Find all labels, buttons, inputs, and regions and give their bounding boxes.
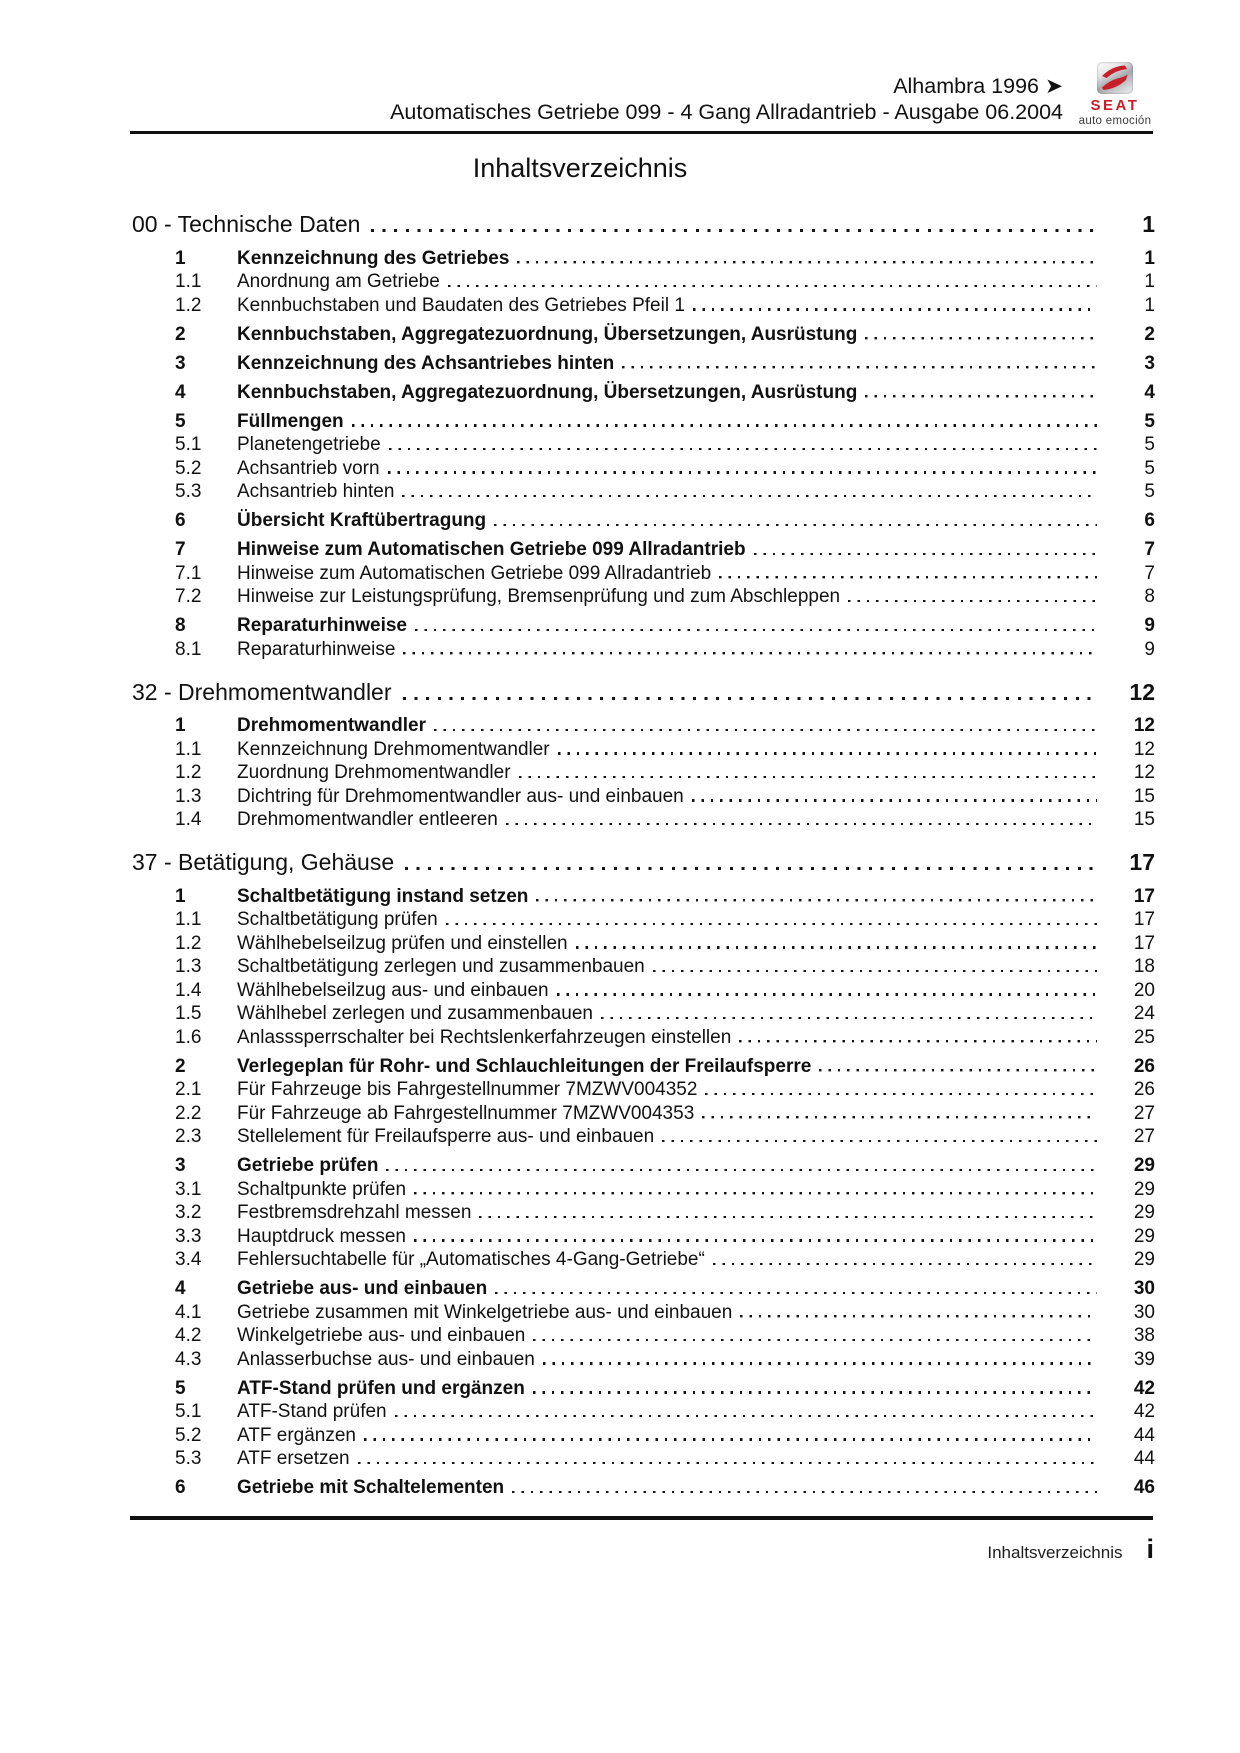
toc-entry-number: 2.1 [175,1079,202,1100]
toc-entry-row[interactable] [130,786,1155,810]
toc-page-number: 29 [1133,1249,1155,1270]
toc-entry-row[interactable] [130,563,1155,587]
toc-page-number: 44 [1133,1424,1155,1446]
leader-dots [702,1116,1097,1118]
toc-chapter-title: 00 - Technische Daten [132,211,361,237]
toc-page-number: 5 [1144,457,1155,479]
toc-entry-row[interactable] [130,295,1155,319]
toc-page-number: 30 [1133,1301,1155,1323]
toc-entry-row[interactable] [130,1302,1155,1326]
toc-entry-row[interactable] [130,1003,1155,1027]
leader-dots [576,946,1097,948]
toc-page-number: 29 [1133,1178,1155,1200]
toc-entry-number: 2.3 [175,1126,202,1147]
toc-entry-row[interactable] [130,1401,1155,1425]
toc-page-number: 38 [1133,1325,1155,1346]
toc-entry-row[interactable] [130,1179,1155,1203]
toc-entry-title: Anlasssperrschalter bei Rechtslenkerfahrzeugen einstellen [237,1026,732,1048]
toc-entry-number: 1.4 [175,979,202,1001]
toc-page-number: 1 [1142,211,1155,237]
leader-dots [693,308,1097,310]
toc-entry-number: 3.2 [175,1202,202,1223]
leader-dots [865,337,1097,339]
toc-entry-title: Schaltbetätigung zerlegen und zusammenbauen [237,956,645,977]
toc-page-number: 5 [1144,434,1155,455]
leader-dots [395,1415,1097,1417]
toc-entry-number: 3 [175,1155,186,1176]
toc-entry-number: 5.3 [175,481,202,502]
toc-page-number: 46 [1133,1477,1155,1498]
toc-page-number: 1 [1144,294,1155,316]
toc-entry-row[interactable] [130,762,1155,786]
toc-page-number: 39 [1133,1348,1155,1370]
leader-dots [364,1438,1097,1440]
toc-entry-row[interactable] [130,739,1155,763]
leader-dots [739,1040,1097,1042]
toc-entry-title: Dichtring für Drehmomentwandler aus- und einbauen [237,785,684,807]
seat-tagline: auto emoción [1078,115,1152,127]
toc-page-number: 42 [1133,1401,1155,1422]
toc-page-number: 12 [1133,715,1155,736]
toc-entry-title: Hauptdruck messen [237,1225,406,1247]
toc-entry-title: Achsantrieb hinten [237,481,395,502]
toc-entry-title: Getriebe prüfen [237,1155,379,1176]
leader-dots [865,395,1097,397]
leader-dots [358,1462,1097,1464]
leader-dots [388,471,1097,473]
toc-entry-number: 4 [175,381,186,403]
toc-entry-title: Festbremsdrehzahl messen [237,1202,472,1223]
header-title-line: Automatisches Getriebe 099 - 4 Gang Allradantrieb - Ausgabe 06.2004 [390,100,1063,124]
toc-page-number: 29 [1133,1225,1155,1247]
toc-entry-title: Zuordnung Drehmomentwandler [237,762,511,783]
toc-entry-number: 4.2 [175,1325,202,1346]
toc-entry-title: Planetengetriebe [237,434,381,455]
toc-entry-row[interactable] [130,933,1155,957]
leader-dots [557,993,1097,995]
toc-entry-number: 7.1 [175,562,202,584]
toc-entry-number: 1.4 [175,809,202,830]
toc-entry-number: 1.2 [175,294,202,316]
toc-entry-row[interactable] [130,1378,1155,1402]
toc-entry-title: Reparaturhinweise [237,615,407,636]
toc-entry-row[interactable] [130,980,1155,1004]
toc-entry-row[interactable] [130,1079,1155,1103]
leader-dots [479,1216,1097,1218]
toc-entry-number: 1.1 [175,738,202,760]
leader-dots [512,1491,1097,1493]
toc-page-number: 7 [1144,562,1155,584]
toc-entry-row[interactable] [130,956,1155,980]
toc-entry-row[interactable] [130,909,1155,933]
toc-entry-row[interactable] [130,324,1155,348]
leader-dots [533,1391,1097,1393]
toc-entry-number: 1.1 [175,271,202,292]
toc-entry-title: Getriebe mit Schaltelementen [237,1477,505,1498]
toc-entry-row[interactable] [130,615,1155,639]
toc-page-number: 7 [1144,539,1155,560]
toc-page-number: 1 [1144,247,1155,269]
toc-entry-number: 7 [175,539,186,560]
header-divider [130,131,1153,134]
toc-entry-number: 4.3 [175,1348,202,1370]
toc-entry-row[interactable] [130,715,1155,739]
leader-dots [446,923,1097,925]
toc-entry-number: 1.6 [175,1026,202,1048]
toc-entry-number: 5 [175,1377,186,1399]
toc-entry-row[interactable] [130,481,1155,505]
leader-dots [414,1192,1097,1194]
toc-entry-row[interactable] [130,271,1155,295]
toc-page-number: 5 [1144,481,1155,502]
leader-dots [371,229,1097,232]
toc-entry-row[interactable] [130,1278,1155,1302]
toc-page-number: 3 [1144,352,1155,374]
toc-entry-title: Getriebe aus- und einbauen [237,1278,488,1299]
seat-logo-icon [1097,62,1133,94]
toc-entry-number: 2 [175,323,186,345]
toc-entry-title: Kennbuchstaben und Baudaten des Getriebes Pfeil 1 [237,294,685,316]
toc-entry-row[interactable] [130,510,1155,534]
leader-dots [403,697,1097,700]
toc-entry-row[interactable] [130,1126,1155,1150]
toc-entry-title: Wählhebelseilzug prüfen und einstellen [237,932,568,954]
leader-dots [558,752,1097,754]
document-header [390,73,1063,125]
leader-dots [622,366,1097,368]
toc-page-number: 26 [1133,1055,1155,1077]
leader-dots [403,652,1097,654]
leader-dots [692,799,1097,801]
seat-wordmark: SEAT [1090,97,1140,114]
leader-dots [848,600,1097,602]
leader-dots [506,823,1097,825]
toc-entry-title: ATF ersetzen [237,1448,350,1469]
toc-page-number: 2 [1144,323,1155,345]
toc-page-number: 20 [1133,979,1155,1001]
toc-entry-row[interactable] [130,1056,1155,1080]
leader-dots [519,776,1097,778]
toc-page-number: 44 [1133,1448,1155,1469]
toc-entry-number: 3 [175,352,186,374]
toc-entry-row[interactable] [130,1155,1155,1179]
toc-entry-title: Schaltbetätigung instand setzen [237,885,529,907]
toc-page-number: 26 [1133,1079,1155,1100]
toc-entry-title: Reparaturhinweise [237,638,396,660]
table-of-contents [130,211,1155,1501]
toc-chapter-title: 37 - Betätigung, Gehäuse [132,849,395,875]
toc-chapter-row[interactable] [130,679,1155,710]
toc-entry-row[interactable] [130,1477,1155,1501]
toc-chapter-title: 32 - Drehmomentwandler [132,678,392,705]
toc-entry-number: 1.3 [175,956,202,977]
toc-page-number: 15 [1133,785,1155,807]
leader-dots [415,629,1097,631]
leader-dots [517,261,1097,263]
toc-entry-number: 1.2 [175,762,202,783]
toc-entry-title: Fehlersuchtabelle für „Automatisches 4-Gang-Getriebe“ [237,1249,705,1270]
footer-page-number: i [1146,1534,1154,1564]
footer-section-label: Inhaltsverzeichnis [987,1543,1123,1562]
toc-entry-row[interactable] [130,1027,1155,1051]
toc-entry-row[interactable] [130,411,1155,435]
toc-entry-title: Winkelgetriebe aus- und einbauen [237,1325,526,1346]
toc-entry-row[interactable] [130,639,1155,663]
leader-dots [389,448,1097,450]
toc-page-number: 29 [1133,1202,1155,1223]
toc-page-number: 18 [1133,956,1155,977]
toc-entry-number: 1.2 [175,932,202,954]
toc-chapter-row[interactable] [130,849,1155,880]
toc-entry-title: Anlasserbuchse aus- und einbauen [237,1348,535,1370]
toc-entry-row[interactable] [130,434,1155,458]
toc-page-number: 12 [1133,738,1155,760]
toc-page-number: 30 [1133,1278,1155,1299]
toc-entry-number: 8 [175,615,186,636]
toc-entry-number: 1 [175,247,186,269]
toc-entry-row[interactable] [130,353,1155,377]
toc-page-number: 15 [1133,809,1155,830]
toc-entry-number: 2 [175,1055,186,1077]
toc-page-number: 27 [1133,1102,1155,1124]
toc-entry-row[interactable] [130,886,1155,910]
leader-dots [402,495,1097,497]
toc-entry-number: 5.1 [175,434,202,455]
leader-dots [536,899,1097,901]
toc-entry-title: Drehmomentwandler [237,715,426,736]
toc-entry-row[interactable] [130,1448,1155,1472]
toc-entry-number: 5.2 [175,457,202,479]
toc-page-number: 9 [1144,638,1155,660]
leader-dots [754,553,1097,555]
toc-entry-title: Getriebe zusammen mit Winkelgetriebe aus- und einbauen [237,1301,733,1323]
leader-dots [653,970,1097,972]
toc-entry-title: Wählhebelseilzug aus- und einbauen [237,979,549,1001]
leader-dots [543,1362,1097,1364]
header-model-line: Alhambra 1996 ➤ [893,74,1063,98]
toc-entry-title: Verlegeplan für Rohr- und Schlauchleitungen der Freilaufsperre [237,1055,812,1077]
toc-entry-row[interactable] [130,586,1155,610]
leader-dots [405,867,1097,870]
page-footer [987,1534,1154,1565]
toc-page-number: 17 [1133,932,1155,954]
toc-entry-number: 7.2 [175,586,202,607]
leader-dots [494,524,1097,526]
toc-entry-row[interactable] [130,1349,1155,1373]
toc-entry-title: Drehmomentwandler entleeren [237,809,498,830]
toc-entry-number: 1.1 [175,909,202,930]
toc-entry-row[interactable] [130,458,1155,482]
page-title: Inhaltsverzeichnis [472,153,688,183]
leader-dots [533,1339,1097,1341]
leader-dots [495,1292,1097,1294]
toc-page-number: 12 [1133,762,1155,783]
toc-entry-title: Kennzeichnung des Achsantriebes hinten [237,352,615,374]
toc-page-number: 27 [1133,1126,1155,1147]
leader-dots [352,424,1097,426]
toc-entry-number: 5.1 [175,1401,202,1422]
toc-entry-title: Kennbuchstaben, Aggregatezuordnung, Übersetzungen, Ausrüstung [237,381,858,403]
toc-entry-number: 5 [175,410,186,432]
toc-entry-row[interactable] [130,1202,1155,1226]
toc-page-number: 1 [1144,271,1155,292]
leader-dots [601,1017,1097,1019]
toc-page-number: 4 [1144,381,1155,403]
toc-page-number: 24 [1133,1003,1155,1024]
toc-entry-row[interactable] [130,539,1155,563]
toc-chapter-row[interactable] [130,211,1155,242]
toc-entry-number: 2.2 [175,1102,202,1124]
toc-entry-row[interactable] [130,1249,1155,1273]
toc-entry-title: Hinweise zum Automatischen Getriebe 099 Allradantrieb [237,539,746,560]
toc-entry-row[interactable] [130,1425,1155,1449]
toc-entry-title: Hinweise zum Automatischen Getriebe 099 Allradantrieb [237,562,712,584]
toc-entry-number: 4 [175,1278,186,1299]
seat-logo [1074,62,1156,127]
toc-page-number: 17 [1133,885,1155,907]
toc-entry-title: Anordnung am Getriebe [237,271,440,292]
toc-entry-row[interactable] [130,248,1155,272]
leader-dots [386,1169,1097,1171]
leader-dots [705,1093,1097,1095]
toc-entry-number: 6 [175,1477,186,1498]
leader-dots [740,1315,1097,1317]
toc-entry-number: 1.5 [175,1003,202,1024]
toc-page-number: 29 [1133,1155,1155,1176]
toc-entry-title: Füllmengen [237,410,344,432]
toc-entry-title: Schaltbetätigung prüfen [237,909,438,930]
toc-entry-number: 3.4 [175,1249,202,1270]
toc-entry-title: Kennzeichnung des Getriebes [237,247,510,269]
toc-entry-title: Für Fahrzeuge bis Fahrgestellnummer 7MZWV004352 [237,1079,698,1100]
toc-entry-row[interactable] [130,1325,1155,1349]
toc-entry-title: Für Fahrzeuge ab Fahrgestellnummer 7MZWV004353 [237,1102,695,1124]
toc-entry-row[interactable] [130,1103,1155,1127]
toc-entry-row[interactable] [130,1226,1155,1250]
leader-dots [448,285,1097,287]
toc-entry-title: Achsantrieb vorn [237,457,380,479]
toc-page-number: 25 [1133,1026,1155,1048]
toc-page-number: 17 [1129,849,1155,875]
toc-entry-number: 5.2 [175,1424,202,1446]
toc-entry-number: 4.1 [175,1301,202,1323]
toc-entry-title: Schaltpunkte prüfen [237,1178,407,1200]
toc-page-number: 9 [1144,615,1155,636]
toc-entry-number: 1.3 [175,785,202,807]
toc-entry-number: 5.3 [175,1448,202,1469]
toc-entry-title: Übersicht Kraftübertragung [237,510,487,531]
toc-entry-title: Wählhebel zerlegen und zusammenbauen [237,1003,593,1024]
toc-entry-number: 3.1 [175,1178,202,1200]
toc-page-number: 6 [1144,510,1155,531]
toc-entry-title: ATF-Stand prüfen [237,1401,387,1422]
toc-entry-title: Hinweise zur Leistungsprüfung, Bremsenprüfung und zum Abschleppen [237,586,841,607]
leader-dots [819,1069,1097,1071]
toc-entry-row[interactable] [130,382,1155,406]
toc-entry-number: 1 [175,715,186,736]
toc-entry-title: ATF-Stand prüfen und ergänzen [237,1377,525,1399]
toc-entry-number: 8.1 [175,638,202,660]
toc-entry-number: 1 [175,885,186,907]
toc-entry-title: Kennzeichnung Drehmomentwandler [237,738,550,760]
toc-entry-number: 3.3 [175,1225,202,1247]
toc-entry-title: Stellelement für Freilaufsperre aus- und einbauen [237,1126,655,1147]
leader-dots [414,1239,1097,1241]
toc-page-number: 42 [1133,1377,1155,1399]
leader-dots [713,1263,1097,1265]
leader-dots [662,1140,1097,1142]
toc-entry-row[interactable] [130,809,1155,833]
toc-page-number: 8 [1144,586,1155,607]
footer-divider [130,1516,1153,1520]
toc-entry-title: ATF ergänzen [237,1424,356,1446]
toc-entry-title: Kennbuchstaben, Aggregatezuordnung, Übersetzungen, Ausrüstung [237,323,858,345]
leader-dots [434,729,1097,731]
toc-page-number: 5 [1144,410,1155,432]
toc-page-number: 12 [1129,678,1155,705]
toc-page-number: 17 [1133,909,1155,930]
leader-dots [719,576,1097,578]
toc-entry-number: 6 [175,510,186,531]
